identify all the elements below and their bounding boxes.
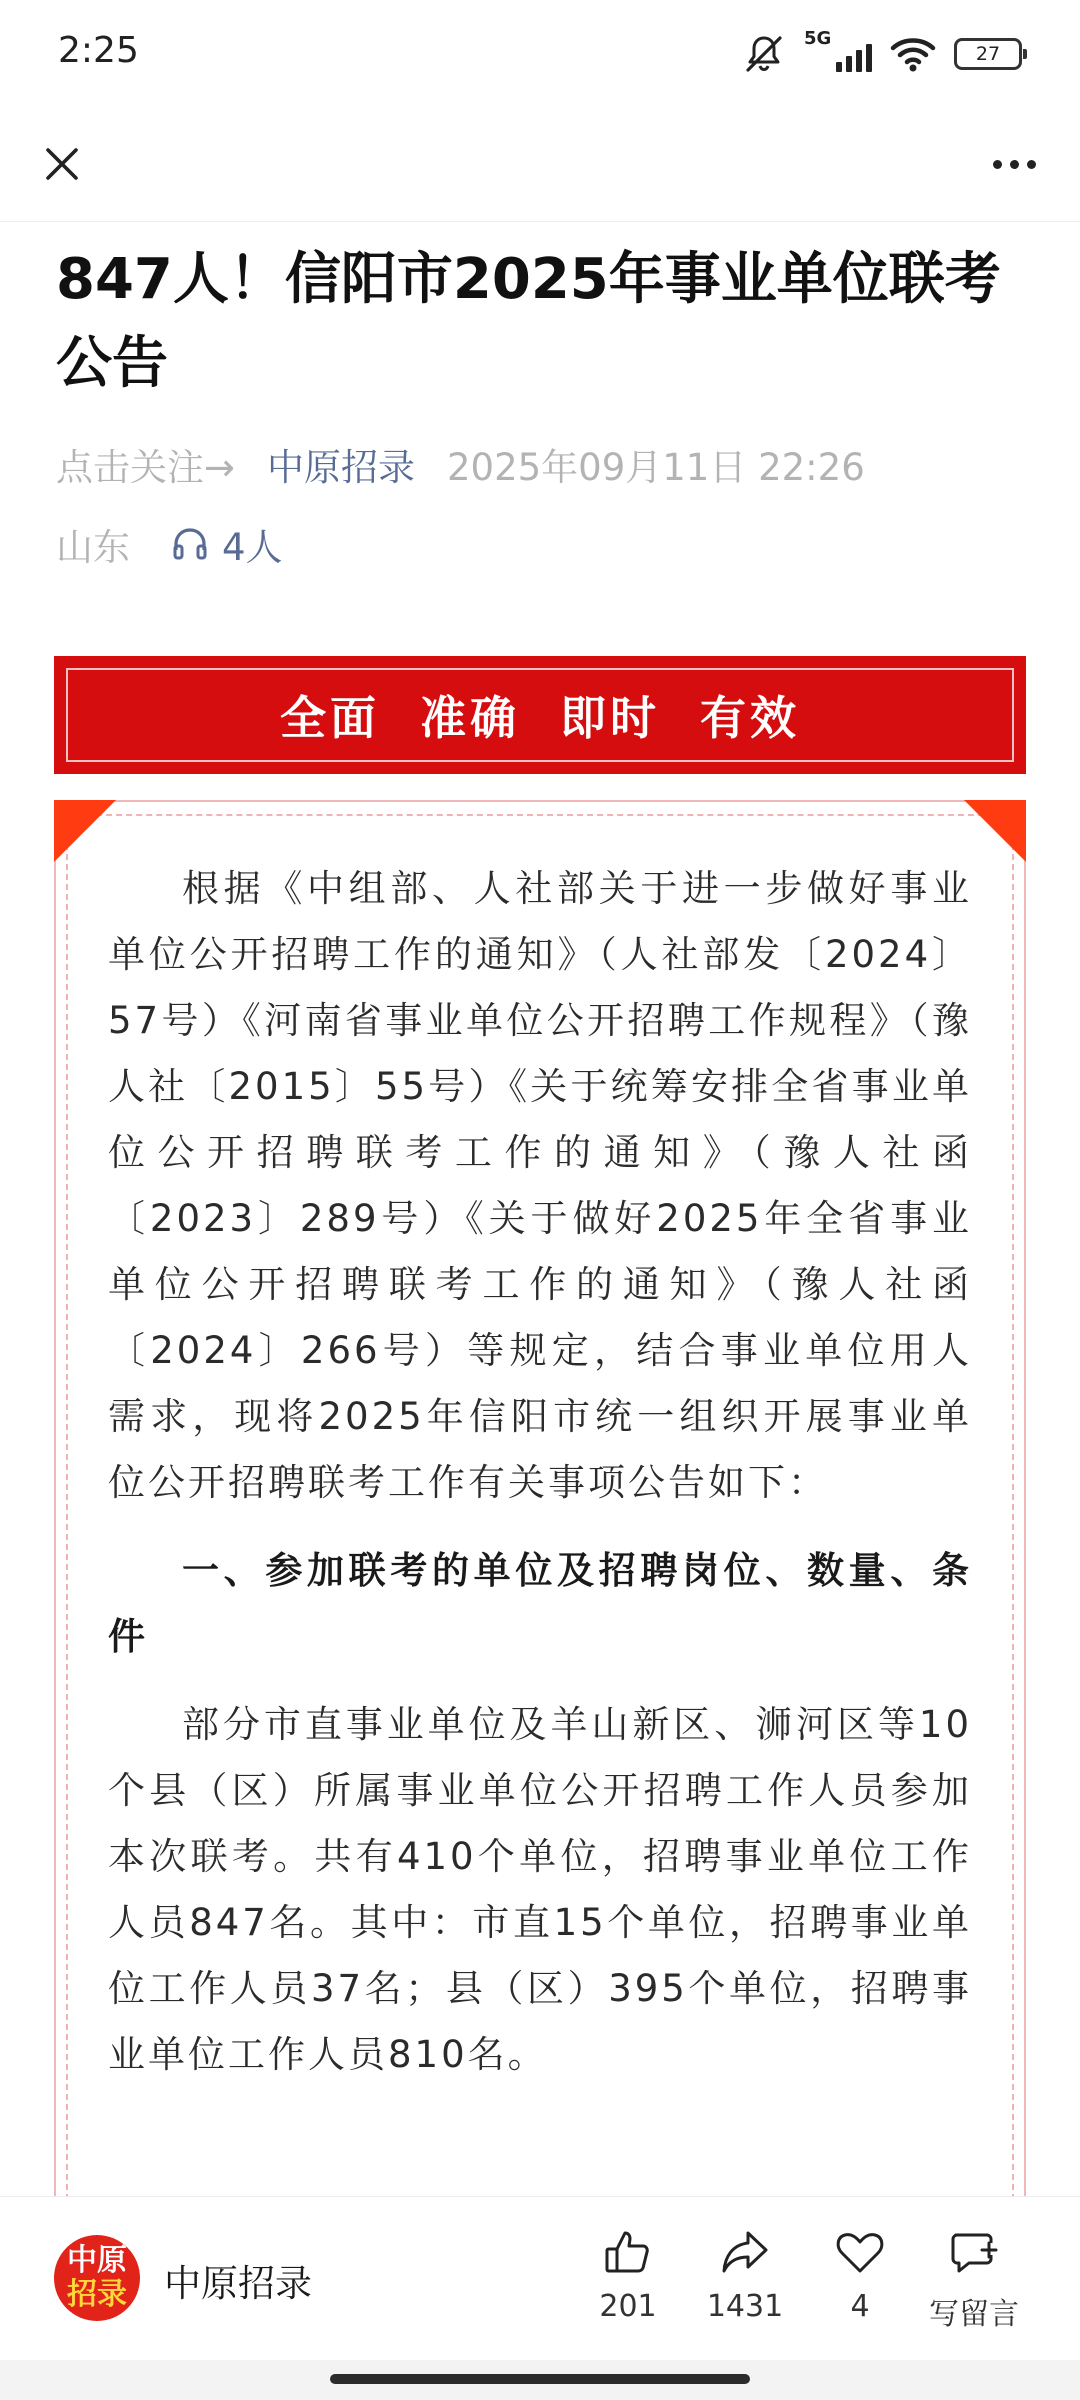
favorite-button[interactable] [800,2225,920,2324]
publish-time: 2025年09月11日 22:26 [447,446,865,489]
status-time: 2:25 [58,30,139,71]
share-button[interactable] [685,2225,805,2324]
listen-button[interactable] [170,517,283,571]
heart-icon [833,2225,887,2279]
bell-muted-icon [742,32,786,76]
write-comment-button[interactable] [914,2225,1034,2333]
like-count: 201 [599,2289,657,2324]
follow-hint[interactable]: 点击关注→ [56,446,236,489]
network-type: 5G [804,28,832,49]
account-name[interactable]: 中原招录 [164,2262,312,2305]
share-icon [718,2225,772,2279]
article-body [108,856,972,2196]
home-gesture-handle[interactable] [330,2374,750,2384]
article-title: 847人！信阳市2025年事业单位联考公告 [56,247,1001,396]
battery-icon [954,38,1022,70]
section-heading: 一、参加联考的单位及招聘岗位、数量、条件 [108,1549,972,1658]
listener-count: 4人 [222,526,283,569]
bottom-action-bar [0,2196,1080,2360]
thumbs-up-icon [601,2225,655,2279]
article-meta [56,440,865,488]
close-icon [30,132,94,196]
comment-add-icon [947,2225,1001,2279]
headphones-icon [170,524,210,564]
wifi-icon [890,35,936,73]
red-banner [54,656,1026,774]
like-button[interactable] [568,2225,688,2324]
paragraph: 部分市直事业单位及羊山新区、浉河区等10个县（区）所属事业单位公开招聘工作人员参加本次联考。共有410个单位，招聘事业单位工作人员847名。其中：市直15个单位，招聘事业单位工作人员37名；县（区）395个单位，招聘事业单位工作人员810名。 [108,1703,972,2076]
account-avatar[interactable] [54,2235,140,2321]
banner-text: 全面 准确 即时 有效 [279,691,801,745]
more-options-button[interactable] [978,132,1050,196]
article-meta-secondary [56,520,283,568]
avatar-text-top: 中原 [67,2243,127,2278]
more-horizontal-icon [993,160,1002,169]
status-bar [0,0,1080,110]
gesture-bar [0,2360,1080,2400]
avatar-text-bottom: 招录 [67,2277,127,2312]
cellular-signal-icon [804,28,872,76]
paragraph: 根据《中组部、人社部关于进一步做好事业单位公开招聘工作的通知》（人社部发〔2024〕57号）《河南省事业单位公开招聘工作规程》（豫人社〔2015〕55号）《关于统筹安排全省事业单位公开招聘联考工作的通知》（豫人社函〔2023〕289号）《关于做好2025年全省事业单位公开招聘联考工作的通知》（豫人社函〔2024〕266号）等规定，结合事业单位用人需求，现将2025年信阳市统一组织开展事业单位公开招聘联考工作有关事项公告如下： [108,867,972,1504]
status-icons [742,30,1022,78]
nav-bar [0,110,1080,222]
corner-decoration-right [964,800,1026,862]
close-button[interactable] [30,132,94,196]
comment-label: 写留言 [929,2297,1019,2332]
corner-decoration-left [54,800,116,862]
favorite-count: 4 [850,2289,870,2324]
share-count: 1431 [706,2289,784,2324]
location: 山东 [56,526,130,569]
battery-level: 27 [975,43,1001,65]
author-link[interactable]: 中原招录 [267,446,416,489]
